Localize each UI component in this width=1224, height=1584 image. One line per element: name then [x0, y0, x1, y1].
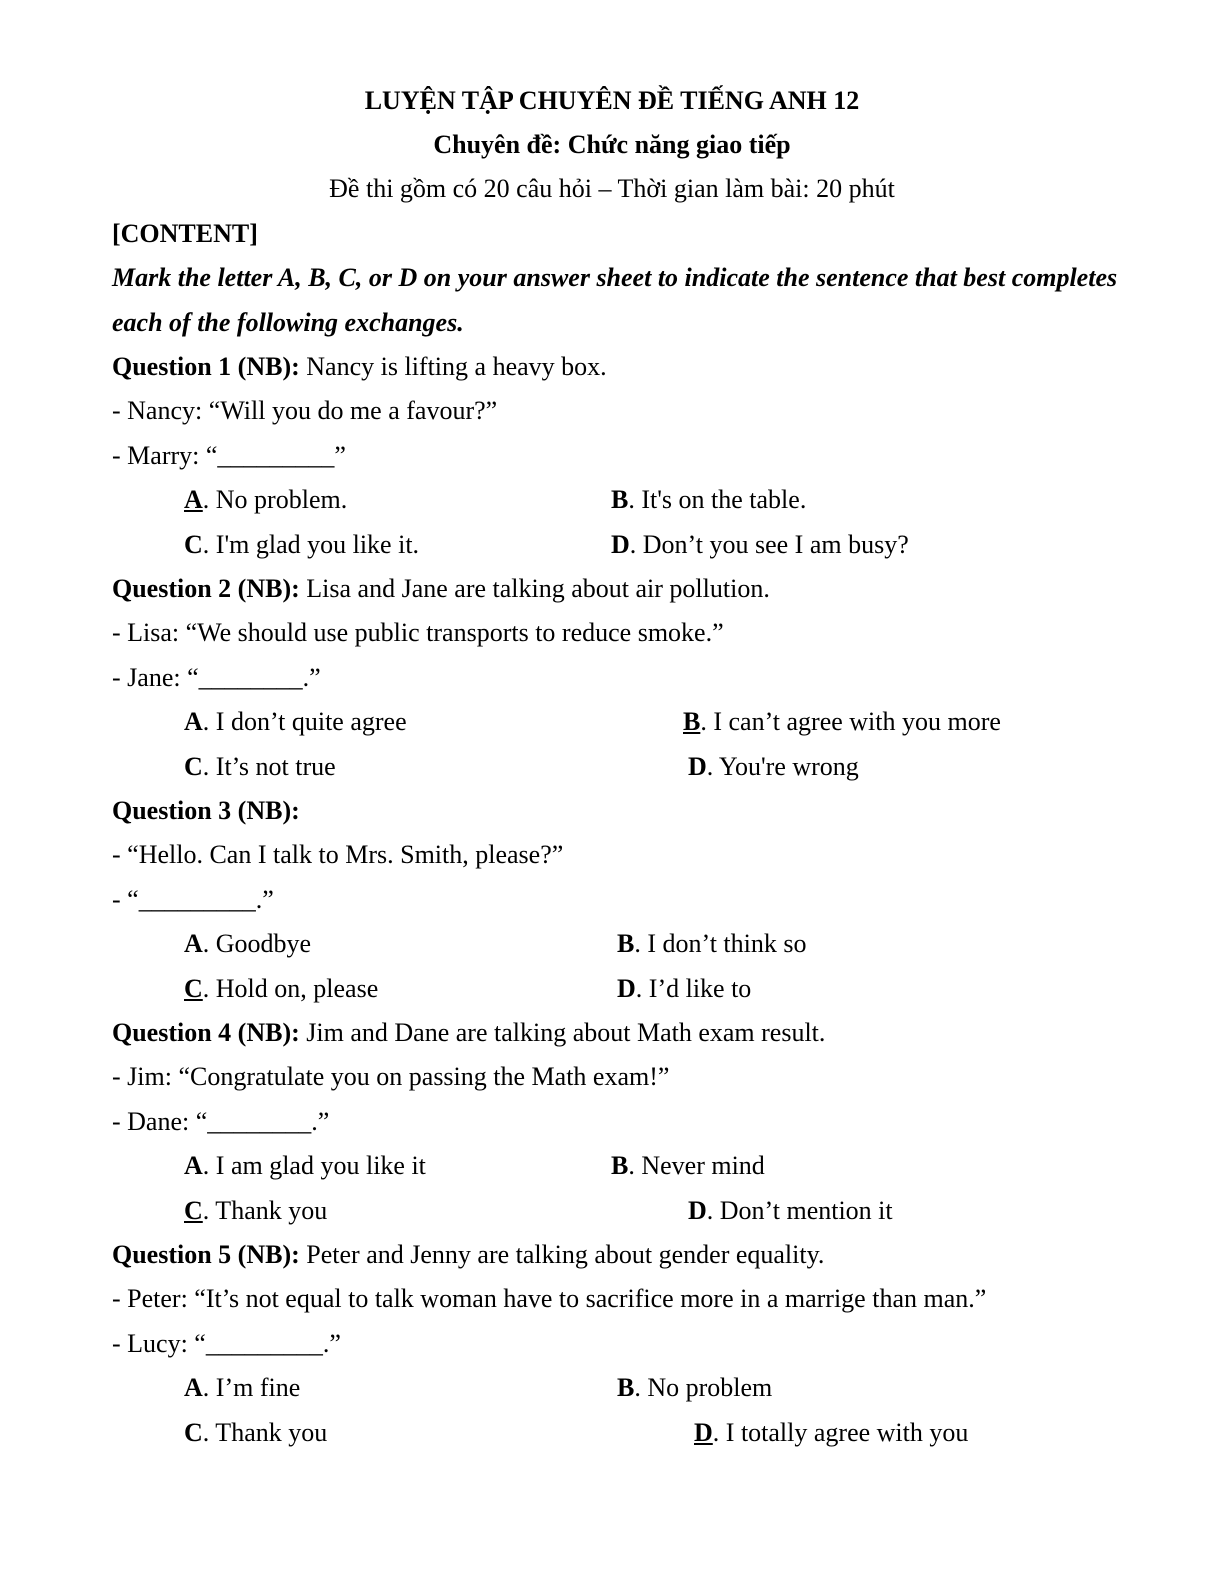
- option-text: . I totally agree with you: [712, 1418, 969, 1447]
- option-text: . Hold on, please: [202, 974, 379, 1003]
- option-letter: A: [184, 485, 203, 514]
- question-2-option-d[interactable]: [688, 752, 859, 782]
- question-label: Question 5 (NB):: [112, 1240, 300, 1269]
- question-1-line-2: - Marry: “_________”: [112, 441, 346, 470]
- option-text: . Don’t you see I am busy?: [629, 530, 909, 559]
- option-letter: A: [184, 929, 203, 958]
- question-2-option-c[interactable]: [184, 752, 336, 782]
- option-letter: C: [184, 530, 203, 559]
- question-5-option-c[interactable]: [184, 1418, 327, 1448]
- question-5-option-a[interactable]: [184, 1373, 300, 1403]
- question-1-option-b[interactable]: [611, 485, 806, 515]
- question-context: Lisa and Jane are talking about air pollution.: [299, 574, 770, 603]
- question-5-line-1: - Peter: “It’s not equal to talk woman have to sacrifice more in a marrige than man.”: [112, 1284, 987, 1313]
- question-5-heading: [112, 1240, 824, 1270]
- option-text: . You're wrong: [706, 752, 859, 781]
- option-letter: B: [617, 1373, 635, 1402]
- question-1-option-a[interactable]: [184, 485, 347, 515]
- question-4-heading: [112, 1018, 825, 1048]
- content-tag: [CONTENT]: [112, 219, 258, 248]
- option-letter: C: [184, 1418, 203, 1447]
- question-4-option-d[interactable]: [688, 1196, 893, 1226]
- question-3-option-c[interactable]: [184, 974, 378, 1004]
- option-text: . Thank you: [202, 1418, 328, 1447]
- option-letter: A: [184, 1151, 203, 1180]
- question-2-heading: [112, 574, 770, 604]
- page-title: LUYỆN TẬP CHUYÊN ĐỀ TIẾNG ANH 12: [364, 86, 860, 115]
- question-4-option-a[interactable]: [184, 1151, 426, 1181]
- option-letter: D: [617, 974, 636, 1003]
- question-label: Question 2 (NB):: [112, 574, 300, 603]
- option-text: . Don’t mention it: [706, 1196, 893, 1225]
- question-2-option-a[interactable]: [184, 707, 407, 737]
- option-letter: B: [617, 929, 635, 958]
- option-text: . Never mind: [628, 1151, 765, 1180]
- question-4-option-b[interactable]: [611, 1151, 765, 1181]
- question-3-option-d[interactable]: [617, 974, 751, 1004]
- instruction-line-2: each of the following exchanges.: [112, 308, 464, 337]
- question-1-heading: [112, 352, 607, 382]
- question-5-option-d[interactable]: [694, 1418, 968, 1448]
- option-text: . I can’t agree with you more: [700, 707, 1001, 736]
- question-context: Nancy is lifting a heavy box.: [299, 352, 607, 381]
- option-text: . I’d like to: [635, 974, 752, 1003]
- question-1-line-1: - Nancy: “Will you do me a favour?”: [112, 396, 498, 425]
- question-2-option-b[interactable]: [683, 707, 1001, 737]
- option-letter: D: [694, 1418, 713, 1447]
- question-label: Question 1 (NB):: [112, 352, 300, 381]
- question-context: Peter and Jenny are talking about gender equality.: [299, 1240, 825, 1269]
- option-letter: A: [184, 707, 203, 736]
- option-letter: C: [184, 974, 203, 1003]
- topic-title: Chuyên đề: Chức năng giao tiếp: [433, 130, 791, 159]
- option-letter: D: [611, 530, 630, 559]
- option-letter: C: [184, 752, 203, 781]
- question-5-option-b[interactable]: [617, 1373, 772, 1403]
- question-2-line-2: - Jane: “________.”: [112, 663, 321, 692]
- option-letter: A: [184, 1373, 203, 1402]
- question-3-line-1: - “Hello. Can I talk to Mrs. Smith, please?”: [112, 840, 564, 869]
- instruction-line-1: Mark the letter A, B, C, or D on your answer sheet to indicate the sentence that best completes: [112, 263, 1118, 292]
- option-text: . No problem.: [202, 485, 348, 514]
- question-3-option-b[interactable]: [617, 929, 806, 959]
- question-3-line-2: - “_________.”: [112, 885, 274, 914]
- question-4-line-1: - Jim: “Congratulate you on passing the Math exam!”: [112, 1062, 670, 1091]
- question-1-option-d[interactable]: [611, 530, 909, 560]
- option-letter: B: [611, 1151, 629, 1180]
- exam-info: Đề thi gồm có 20 câu hỏi – Thời gian làm bài: 20 phút: [329, 174, 895, 203]
- question-3-heading: [112, 796, 300, 826]
- question-4-line-2: - Dane: “________.”: [112, 1107, 330, 1136]
- option-letter: B: [611, 485, 629, 514]
- question-2-line-1: - Lisa: “We should use public transports to reduce smoke.”: [112, 618, 724, 647]
- question-label: Question 4 (NB):: [112, 1018, 300, 1047]
- option-text: . I don’t quite agree: [202, 707, 407, 736]
- question-label: Question 3 (NB):: [112, 796, 300, 825]
- option-letter: C: [184, 1196, 203, 1225]
- option-text: . I am glad you like it: [202, 1151, 426, 1180]
- option-letter: B: [683, 707, 701, 736]
- option-text: . I'm glad you like it.: [202, 530, 420, 559]
- question-context: Jim and Dane are talking about Math exam result.: [299, 1018, 826, 1047]
- question-3-option-a[interactable]: [184, 929, 311, 959]
- option-text: . It’s not true: [202, 752, 336, 781]
- question-5-line-2: - Lucy: “_________.”: [112, 1329, 341, 1358]
- question-1-option-c[interactable]: [184, 530, 419, 560]
- option-letter: D: [688, 752, 707, 781]
- option-text: . I don’t think so: [634, 929, 807, 958]
- option-text: . It's on the table.: [628, 485, 807, 514]
- option-text: . Goodbye: [202, 929, 312, 958]
- option-text: . No problem: [634, 1373, 773, 1402]
- option-text: . I’m fine: [202, 1373, 301, 1402]
- question-4-option-c[interactable]: [184, 1196, 327, 1226]
- option-letter: D: [688, 1196, 707, 1225]
- option-text: . Thank you: [202, 1196, 328, 1225]
